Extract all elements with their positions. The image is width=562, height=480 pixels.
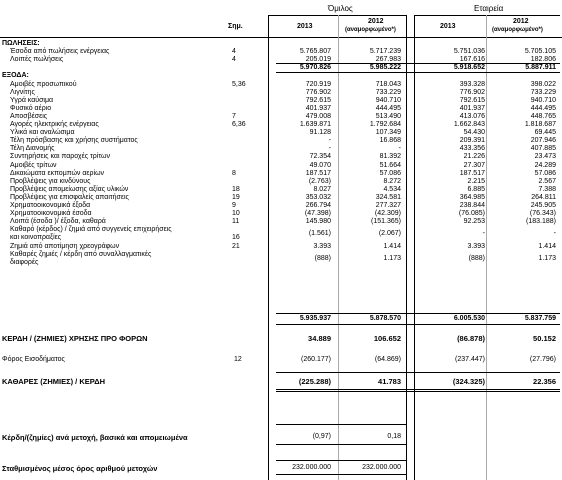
group-header: Όμιλος bbox=[328, 4, 353, 13]
row-group-2012: 57.086 bbox=[379, 169, 401, 177]
row-group-2013: 776.902 bbox=[305, 88, 331, 96]
row-label: Αγορές ηλεκτρικής ενέργειας bbox=[10, 121, 99, 128]
row-company-2013: 5.918.652 bbox=[453, 64, 485, 72]
group-2013-header: 2013 bbox=[297, 23, 313, 30]
row-group-2013: 72.354 bbox=[309, 153, 331, 161]
row-company-2012: 448.765 bbox=[530, 112, 556, 120]
row-label: Λοιπές πωλήσεις bbox=[10, 56, 64, 64]
row-label-continued: διαφορές bbox=[10, 258, 39, 266]
row-note: 11 bbox=[232, 218, 240, 226]
company-2013-header: 2013 bbox=[440, 23, 456, 30]
row-label: Χρηματοοικονομικά έξοδα bbox=[10, 202, 91, 209]
row-label: Προβλέψεις απομείωσης αξίας υλικών bbox=[10, 185, 129, 193]
shares-top-rule bbox=[276, 460, 406, 461]
row-company-2012: 23.473 bbox=[534, 153, 556, 161]
row-company-2013: 401.937 bbox=[459, 104, 485, 112]
row-note: 4 bbox=[232, 56, 236, 64]
row-group-2013: 1.639.871 bbox=[299, 121, 331, 128]
row-group-2012: (151.365) bbox=[371, 218, 401, 226]
row-label: Υλικά και αναλώσιμα bbox=[10, 129, 75, 137]
eps-bottom-rule bbox=[276, 444, 406, 445]
row-company-2012: 733.229 bbox=[530, 88, 556, 96]
row-group-2012: 267.983 bbox=[375, 56, 401, 64]
row-group-2012: 51.664 bbox=[379, 161, 401, 169]
tax-company-2012: (27.796) bbox=[529, 356, 556, 363]
group-restated-label: (αναμορφωμένο*) bbox=[345, 27, 396, 33]
expenses-total-group-2013: 5.935.937 bbox=[299, 315, 331, 322]
row-company-2012: (76.343) bbox=[529, 210, 556, 218]
row-company-2012: (183.188) bbox=[526, 218, 556, 226]
row-note: 8 bbox=[232, 169, 236, 177]
row-company-2012: - bbox=[553, 230, 556, 238]
row-group-2012: 81.392 bbox=[379, 153, 401, 161]
row-note: 10 bbox=[232, 210, 240, 218]
row-company-2012: 5.705.105 bbox=[524, 48, 556, 56]
expenses-total-company-2013: 6.005.530 bbox=[453, 315, 485, 322]
row-group-2013: 187.517 bbox=[305, 169, 331, 177]
group-2012-header: 2012 bbox=[368, 18, 384, 25]
group-underline bbox=[268, 15, 406, 16]
row-company-2012: 7.388 bbox=[538, 185, 556, 193]
vsep-5 bbox=[486, 15, 487, 480]
pretax-label: ΚΕΡΔΗ / (ΖΗΜΙΕΣ) ΧΡΗΣΗΣ ΠΡΟ ΦΟΡΩΝ bbox=[2, 334, 148, 343]
row-label: Ζημιά από αποτίμηση χρεογράφων bbox=[10, 242, 120, 250]
vsep-1 bbox=[268, 15, 269, 480]
row-label: Αμοιβές προσωπικού bbox=[10, 80, 77, 88]
row-company-2013: 167.616 bbox=[459, 56, 485, 64]
net-group-2012: 41.783 bbox=[378, 377, 401, 386]
row-company-2013: 1.662.843 bbox=[453, 121, 485, 128]
row-company-2013: 433.356 bbox=[459, 145, 485, 153]
row-company-2012: 69.445 bbox=[534, 129, 556, 137]
row-label: Αμοιβές τρίτων bbox=[10, 161, 57, 169]
vsep-2 bbox=[338, 15, 339, 480]
row-label: Προβλέψεις για κινδύνους bbox=[10, 177, 91, 185]
expenses-total-company-2012: 5.837.759 bbox=[524, 315, 556, 322]
row-group-2013: (47.398) bbox=[304, 210, 331, 218]
row-group-2012: 5.985.222 bbox=[369, 64, 401, 72]
row-company-2012: 264.811 bbox=[531, 193, 556, 201]
row-group-2012: 1.414 bbox=[383, 242, 401, 250]
row-label: ΠΩΛΗΣΕΙΣ: bbox=[2, 40, 40, 47]
company-underline bbox=[414, 15, 560, 16]
row-group-2012: 513.490 bbox=[375, 112, 401, 120]
shares-group-2013: 232.000.000 bbox=[292, 464, 331, 471]
row-label: Αποσβέσεις bbox=[10, 112, 48, 120]
vsep-3 bbox=[406, 15, 407, 480]
row-company-2013: 5.751.036 bbox=[453, 48, 485, 56]
vsep-4 bbox=[414, 15, 415, 480]
expenses-total-group-2012: 5.878.570 bbox=[369, 315, 401, 322]
net-top-rule bbox=[276, 372, 560, 373]
row-company-2013: 3.393 bbox=[467, 242, 485, 250]
tax-company-2013: (237.447) bbox=[455, 356, 485, 363]
expenses-total-rule bbox=[276, 313, 560, 314]
row-group-2012: - bbox=[398, 145, 401, 153]
row-note: 18 bbox=[232, 185, 240, 193]
row-label: Λοιπά (έσοδα )/ έξοδα, καθαρά bbox=[10, 218, 106, 226]
row-note: 19 bbox=[232, 193, 240, 201]
row-company-2013: 413.076 bbox=[459, 112, 485, 120]
row-group-2012: (2.067) bbox=[378, 230, 401, 238]
tax-note: 12 bbox=[234, 356, 242, 363]
row-label: Φυσικό αέριο bbox=[10, 104, 52, 112]
row-label: Συντηρήσεις και παροχές τρίτων bbox=[10, 153, 110, 161]
pretax-company-2012: 50.152 bbox=[533, 334, 556, 343]
row-group-2013: 8.027 bbox=[313, 185, 331, 193]
row-company-2012: 207.946 bbox=[530, 137, 556, 145]
row-group-2012: 444.495 bbox=[375, 104, 401, 112]
row-note: 5,36 bbox=[232, 80, 246, 88]
row-company-2012: 182.806 bbox=[530, 56, 556, 64]
row-group-2013: 401.937 bbox=[305, 104, 331, 112]
row-company-2013: 187.517 bbox=[459, 169, 485, 177]
row-group-2012: 277.327 bbox=[375, 202, 401, 209]
net-company-2012: 22.356 bbox=[533, 377, 556, 386]
row-company-2012: 2.567 bbox=[538, 177, 556, 185]
row-company-2013: 776.902 bbox=[459, 88, 485, 96]
shares-group-2012: 232.000.000 bbox=[362, 464, 401, 471]
row-label: Τέλη Διανομής bbox=[10, 145, 55, 153]
row-company-2012: 5.887.911 bbox=[525, 64, 556, 72]
row-group-2013: 49.070 bbox=[309, 161, 331, 169]
pretax-company-2013: (86.878) bbox=[457, 334, 485, 343]
row-label: Δικαιώματα εκπομπών αερίων bbox=[10, 169, 105, 177]
subtotal-bottom-rule bbox=[276, 72, 560, 73]
note-col-header: Σημ. bbox=[228, 23, 243, 30]
row-note: 21 bbox=[232, 242, 240, 250]
row-company-2013: (76.085) bbox=[458, 210, 485, 218]
eps-group-2013: (0,97) bbox=[312, 433, 331, 440]
row-company-2013: 21.226 bbox=[463, 153, 485, 161]
expenses-total-bottom-rule bbox=[276, 324, 560, 325]
eps-group-2012: 0,18 bbox=[387, 433, 401, 440]
row-company-2012: 245.905 bbox=[530, 202, 556, 209]
net-company-2013: (324.325) bbox=[452, 377, 485, 386]
row-group-2012: 1.173 bbox=[383, 254, 401, 262]
row-company-2012: 57.086 bbox=[534, 169, 556, 177]
row-group-2012: 324.581 bbox=[375, 193, 401, 201]
row-group-2013: (2.763) bbox=[308, 177, 331, 185]
row-company-2013: 92.253 bbox=[463, 218, 485, 226]
row-company-2013: - bbox=[482, 230, 485, 238]
row-company-2013: 393.328 bbox=[459, 80, 485, 88]
row-group-2013: 792.615 bbox=[305, 96, 331, 104]
tax-label: Φόρος Εισοδήματος bbox=[2, 356, 65, 363]
net-group-2013: (225.288) bbox=[298, 377, 331, 386]
row-company-2012: 407.885 bbox=[530, 145, 556, 153]
row-company-2012: 398.022 bbox=[530, 80, 556, 88]
row-note: 4 bbox=[232, 48, 236, 56]
row-label: Λιγνίτης bbox=[10, 88, 35, 96]
row-group-2013: - bbox=[328, 137, 331, 145]
row-group-2013: 720.919 bbox=[305, 80, 331, 88]
shares-bottom-rule bbox=[276, 474, 406, 475]
row-company-2012: 24.289 bbox=[534, 161, 556, 169]
row-group-2012: 940.710 bbox=[375, 96, 401, 104]
row-group-2013: - bbox=[328, 145, 331, 153]
row-company-2012: 1.414 bbox=[538, 242, 556, 250]
row-label: Χρηματοοικονομικά έσοδα bbox=[10, 210, 92, 218]
row-group-2013: 91.128 bbox=[309, 129, 331, 137]
row-group-2012: 1.792.684 bbox=[369, 121, 401, 128]
row-company-2013: 238.844 bbox=[459, 202, 485, 209]
row-group-2012: 8.272 bbox=[383, 177, 401, 185]
row-company-2012: 1.818.687 bbox=[524, 121, 556, 128]
company-header: Εταιρεία bbox=[474, 4, 504, 13]
pretax-group-2013: 34.889 bbox=[308, 334, 331, 343]
row-note: 16 bbox=[232, 234, 240, 242]
row-group-2013: 5.970.826 bbox=[299, 64, 331, 72]
net-bottom-rule bbox=[276, 389, 560, 390]
shares-label: Σταθμισμένος μέσος όρος αριθμού μετοχών bbox=[2, 464, 158, 473]
row-company-2012: 1.173 bbox=[538, 254, 556, 262]
row-group-2013: 205.019 bbox=[305, 56, 331, 64]
row-group-2012: 733.229 bbox=[375, 88, 401, 96]
row-group-2012: 16.868 bbox=[379, 137, 401, 145]
row-group-2012: 107.349 bbox=[375, 129, 401, 137]
row-group-2013: 3.393 bbox=[313, 242, 331, 250]
pretax-group-2012: 106.652 bbox=[373, 334, 401, 343]
net-label: ΚΑΘΑΡΕΣ (ΖΗΜΙΕΣ) / ΚΕΡΔΗ bbox=[2, 377, 106, 386]
row-group-2012: (42.309) bbox=[374, 210, 401, 218]
row-company-2013: 209.391 bbox=[459, 137, 485, 145]
row-group-2012: 5.717.239 bbox=[369, 48, 401, 56]
row-company-2013: (888) bbox=[468, 254, 485, 262]
row-group-2012: 4.534 bbox=[383, 185, 401, 193]
row-company-2013: 54.430 bbox=[463, 129, 485, 137]
row-company-2013: 6.885 bbox=[467, 185, 485, 193]
row-group-2012: 718.043 bbox=[375, 80, 401, 88]
row-group-2013: 5.765.807 bbox=[299, 48, 331, 56]
row-company-2012: 940.710 bbox=[530, 96, 556, 104]
eps-top-rule bbox=[276, 424, 406, 425]
row-company-2013: 792.615 bbox=[459, 96, 485, 104]
row-group-2013: 266.794 bbox=[305, 202, 331, 209]
row-company-2013: 2.215 bbox=[467, 177, 485, 185]
row-label: Υγρά καύσιμα bbox=[10, 96, 54, 104]
tax-group-2013: (260.177) bbox=[301, 356, 331, 363]
row-label: Καθαρό (κέρδος) / ζημιά από συγγενείς επιχειρήσεις bbox=[10, 226, 172, 234]
row-group-2013: 353.032 bbox=[305, 193, 331, 201]
row-group-2013: 145.980 bbox=[305, 218, 331, 226]
row-label: Έσοδα από πωλήσεις ενέργειας bbox=[10, 48, 110, 56]
row-company-2013: 364.985 bbox=[459, 193, 485, 201]
row-label: Καθαρές ζημιές / κέρδη από συναλλαγματικές bbox=[10, 250, 152, 258]
row-label: Προβλέψεις για επισφαλείς απαιτήσεις bbox=[10, 193, 129, 201]
row-note: 6,36 bbox=[232, 121, 246, 128]
tax-group-2012: (64.869) bbox=[374, 356, 401, 363]
row-company-2012: 444.495 bbox=[530, 104, 556, 112]
row-label-continued: και κοινοπραξίες bbox=[10, 234, 62, 242]
net-bottom-rule-2 bbox=[276, 391, 560, 392]
company-restated-label: (αναμορφωμένο*) bbox=[492, 27, 543, 33]
row-group-2013: 479.008 bbox=[305, 112, 331, 120]
row-label: ΕΞΟΔΑ: bbox=[2, 72, 29, 80]
header-rule bbox=[0, 37, 562, 38]
row-group-2013: (1.561) bbox=[308, 230, 331, 238]
row-group-2013: (888) bbox=[314, 254, 331, 262]
company-2012-header: 2012 bbox=[513, 18, 529, 25]
eps-label: Κέρδη/(ζημίες) ανά μετοχή, βασικά και απομειωμένα bbox=[2, 433, 188, 442]
row-label: Τέλη πρόσβασης και χρήσης συστήματος bbox=[10, 137, 138, 145]
row-company-2013: 27.307 bbox=[463, 161, 485, 169]
row-note: 9 bbox=[232, 202, 236, 209]
row-note: 7 bbox=[232, 112, 236, 120]
